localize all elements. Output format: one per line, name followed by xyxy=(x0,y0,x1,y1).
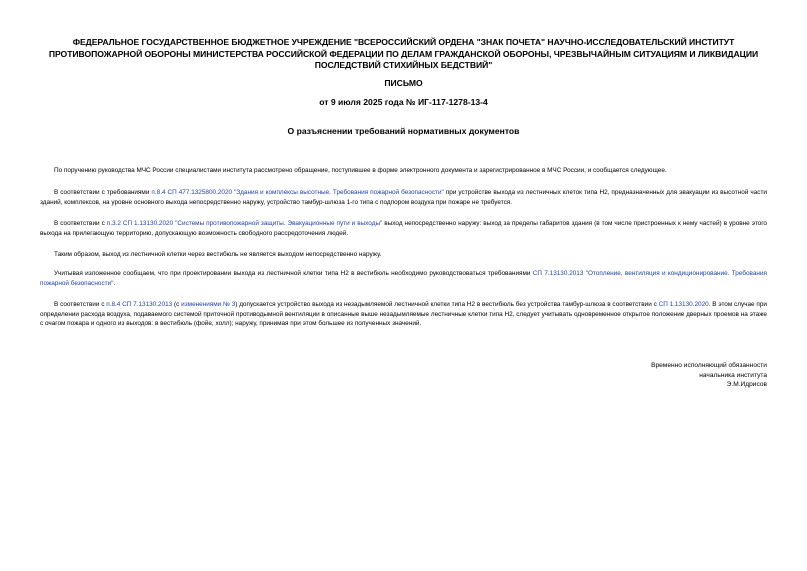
paragraph-5-text-before: Учитывая изложенное сообщаем, что при проектировании выхода из лестничной клетки типа Н2 в вестибюль необходимо руководствоваться требованиями xyxy=(54,270,533,277)
paragraph-6 xyxy=(40,300,767,329)
link-changes-3[interactable]: изменениями № 3 xyxy=(181,301,236,308)
paragraph-2 xyxy=(40,188,767,207)
document-subject: О разъяснении требований нормативных документов xyxy=(287,126,520,136)
paragraph-1: По поручению руководства МЧС России специалистами института рассмотрено обращение, поступившее в форме электронного документа и зарегистрированное в МЧС России, и сообщается следующее. xyxy=(54,167,667,174)
organization-title: ФЕДЕРАЛЬНОЕ ГОСУДАРСТВЕННОЕ БЮДЖЕТНОЕ УЧРЕЖДЕНИЕ "ВСЕРОССИЙСКИЙ ОРДЕНА "ЗНАК ПОЧЕТА" НАУЧНО-ИССЛЕДОВАТЕЛЬСКИЙ ИНСТИТУТ ПРОТИВОПОЖАРНОЙ ОБОРОНЫ МИНИСТЕРСТВА РОССИЙСКОЙ ФЕДЕРАЦИИ ПО ДЕЛАМ ГРАЖДАНСКОЙ ОБОРОНЫ, ЧРЕЗВЫЧАЙНЫМ СИТУАЦИЯМ И ЛИКВИДАЦИИ ПОСЛЕДСТВИЙ СТИХИЙНЫХ БЕДСТВИЙ" xyxy=(48,37,759,70)
link-sp-1-13130-p3-2[interactable]: п.3.2 СП 1.13130.2020 "Системы противопожарной защиты. Эвакуационные пути и выходы" xyxy=(106,220,383,227)
document-type: ПИСЬМО xyxy=(384,78,423,88)
paragraph-2-text-after: при устройстве выхода из лестничных клеток типа Н2, предназначенных для эвакуации из высотной части зданий, комплексов, на уровне основного выхода непосредственно наружу, устройство тамбур-шлюза 1-го типа с подпором воздуха при пожаре не требуется. xyxy=(40,189,767,206)
paragraph-6-text-after: . В этом случае при определении расхода воздуха, подаваемого системой приточной противодымной вентиляции в описанные выше незадымляемые лестничные клетки типа Н2, следует учитывать одновременное открытое положение дверных проемов на этаже с очагом пожара и одного из выходов: в вестибюль (фойе, холл); наружу, принимая при этом большее из полученных значений. xyxy=(40,301,767,328)
document-date-number: от 9 июля 2025 года № ИГ-117-1278-13-4 xyxy=(319,97,488,107)
signature-title: начальника института xyxy=(699,371,767,379)
paragraph-6-text-before: В соответствии с xyxy=(54,301,107,308)
paragraph-6-text-mid2: ) допускается устройство выхода из незадымляемой лестничной клетки типа Н2 в вестибюль без устройства тамбур-шлюза в соответствии с xyxy=(235,301,659,308)
paragraph-6-text-mid1: (с xyxy=(172,301,182,308)
signature-block xyxy=(651,361,767,390)
paragraph-5 xyxy=(40,269,767,288)
paragraph-3-text-after: выход непосредственно наружу: выход за пределы габаритов здания (в том числе пристроенных к нему частей) в уровне этого выхода на прилегающую территорию, допускающую возможность свободного рассредоточения людей. xyxy=(40,220,767,237)
signature-position: Временно исполняющий обязанности xyxy=(651,362,767,369)
link-sp-1-13130[interactable]: СП 1.13130.2020 xyxy=(658,301,709,308)
link-sp-7-13130[interactable]: СП 7.13130.2013 "Отопление, вентиляция и кондиционирование. Требования пожарной безопасности" xyxy=(40,270,767,287)
paragraph-4: Таким образом, выход из лестничной клетки через вестибюль не является выходом непосредственно наружу. xyxy=(54,251,382,258)
paragraph-2-text-before: В соответствии с требованиями xyxy=(54,189,152,196)
signature-name: Э.М.Идрисов xyxy=(726,381,767,389)
link-sp-7-13130-p8-4[interactable]: п.8.4 СП 7.13130.2013 xyxy=(106,301,173,308)
paragraph-5-text-after: . xyxy=(113,279,116,287)
paragraph-3-text-before: В соответствии с xyxy=(54,220,107,227)
paragraph-3 xyxy=(40,219,767,238)
link-sp-477[interactable]: п.8.4 СП 477.1325800.2020 "Здания и комплексы высотные. Требования пожарной безопасности" xyxy=(151,189,444,196)
